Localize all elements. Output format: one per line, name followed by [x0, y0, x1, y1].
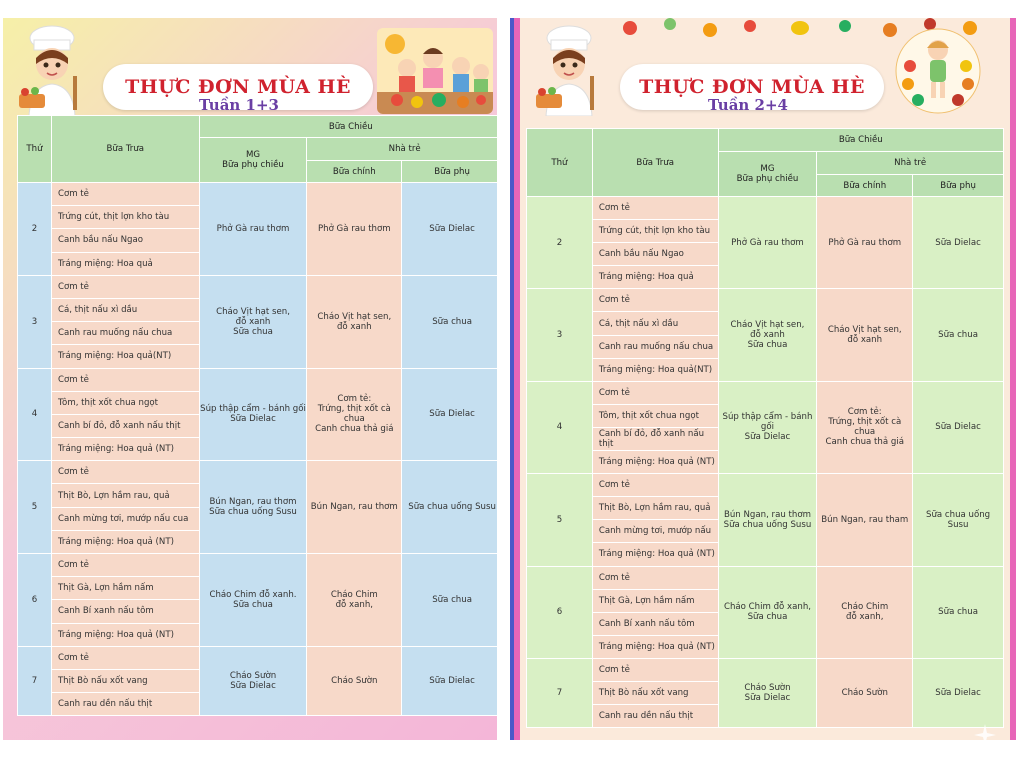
- week-label: Tuần 1+3: [199, 96, 279, 114]
- mg-cell-line: Bún Ngan, rau thơm: [723, 509, 811, 520]
- lunch-dish-cell: Cơm tẻ: [592, 381, 718, 404]
- day-cell: 3: [18, 275, 52, 368]
- main-meal-cell-line: Canh chua thả giá: [315, 424, 394, 435]
- menu-panel-week-2-4: [510, 18, 1016, 740]
- lunch-dish-cell: Canh mừng tơi, mướp nấu: [592, 520, 718, 543]
- week-label: Tuần 2+4: [708, 96, 788, 114]
- main-meal-cell-line: chua: [343, 414, 365, 425]
- day-cell: 2: [18, 183, 52, 276]
- lunch-dish-cell: Tôm, thịt xốt chua ngọt: [592, 404, 718, 427]
- menu-panel-week-1-3: [3, 18, 497, 740]
- lunch-dish-cell: Canh Bí xanh nấu tôm: [592, 612, 718, 635]
- mg-cell: [199, 183, 307, 276]
- mg-cell-line: Phở Gà rau thơm: [731, 237, 804, 248]
- panel-header: [520, 18, 1010, 118]
- main-meal-cell-line: Cháo Vịt hạt sen,: [317, 311, 392, 322]
- lunch-dish-cell: Cơm tẻ: [592, 566, 718, 589]
- day-cell: 6: [18, 554, 52, 647]
- header-bua-trua: Bữa Trưa: [51, 116, 199, 183]
- snack-cell-line: Sữa Dielac: [429, 409, 475, 420]
- mg-cell: [718, 289, 817, 381]
- panel-header: [3, 18, 497, 118]
- lunch-dish-cell: Cơm tẻ: [51, 275, 199, 298]
- mg-cell: [718, 566, 817, 658]
- table-row: [527, 381, 1004, 404]
- lunch-dish-cell: Cơm tẻ: [51, 461, 199, 484]
- table-row: [527, 289, 1004, 312]
- main-meal-cell: [307, 183, 402, 276]
- main-meal-cell-line: Cháo Sườn: [331, 676, 378, 687]
- snack-cell: [913, 474, 1004, 566]
- lunch-dish-cell: Trứng cút, thịt lợn kho tàu: [592, 220, 718, 243]
- header-nha-tre: Nhà trẻ: [307, 138, 497, 161]
- lunch-dish-cell: Tráng miệng: Hoa quả (NT): [592, 543, 718, 566]
- lunch-dish-cell: Cơm tẻ: [592, 197, 718, 220]
- mg-cell-line: đỗ xanh: [750, 330, 785, 341]
- mg-cell-line: Cháo Sườn: [229, 671, 277, 682]
- table-row: [527, 658, 1004, 681]
- main-meal-cell-line: Cơm tẻ:: [337, 394, 372, 405]
- lunch-dish-cell: Cơm tẻ: [592, 474, 718, 497]
- lunch-dish-cell: Tráng miệng: Hoa quả (NT): [51, 623, 199, 646]
- main-meal-cell-line: đỗ xanh: [847, 335, 883, 346]
- main-meal-cell-line: chua: [854, 427, 876, 438]
- lunch-dish-cell: Thịt Bò nấu xốt vang: [51, 669, 199, 692]
- main-meal-cell-line: Canh chua thả giá: [825, 437, 904, 448]
- mg-cell-line: Sữa chua uống Susu: [723, 519, 812, 530]
- header-mg-sub: Bữa phụ chiều: [736, 174, 799, 184]
- healthy-food-girl-illustration: [894, 26, 982, 116]
- snack-cell-line: Sữa chua uống: [926, 509, 991, 520]
- table-row: [18, 183, 498, 206]
- header-mg-label: MG: [245, 150, 261, 160]
- mg-cell-line: Cháo Vịt hạt sen,: [730, 320, 805, 331]
- main-meal-cell-line: đỗ xanh: [336, 321, 372, 332]
- mg-cell-line: Cháo Chim đỗ xanh,: [723, 602, 811, 613]
- main-meal-cell: [307, 461, 402, 554]
- header-mg-sub: Bữa phụ chiều: [222, 160, 284, 170]
- lunch-dish-cell: Cơm tẻ: [592, 658, 718, 681]
- table-row: [18, 461, 498, 484]
- mg-cell-line: Súp thập cẩm - bánh: [722, 412, 813, 423]
- main-meal-cell-line: Cháo Vịt hạt sen,: [827, 325, 902, 336]
- mg-cell-line: Cháo Chim đỗ xanh.: [209, 589, 297, 600]
- snack-cell: [402, 368, 497, 461]
- mg-cell-line: Sữa Dielac: [230, 414, 276, 425]
- lunch-dish-cell: Canh rau muống nấu chua: [592, 335, 718, 358]
- menu-body-left: [18, 183, 498, 716]
- day-cell: 2: [527, 197, 593, 289]
- lunch-dish-cell: Tráng miệng: Hoa quả (NT): [51, 438, 199, 461]
- mg-cell-line: Sữa chua: [747, 612, 788, 623]
- snack-cell: [913, 289, 1004, 381]
- mg-cell-line: Cháo Vịt hạt sen,: [216, 306, 290, 317]
- mg-cell-line: Bún Ngan, rau thơm: [209, 497, 297, 508]
- lunch-dish-cell: Tráng miệng: Hoa quả (NT): [592, 635, 718, 658]
- lunch-dish-cell: Thịt Gà, Lợn hầm nấm: [592, 589, 718, 612]
- main-meal-cell: [817, 381, 913, 473]
- lunch-dish-cell: Cơm tẻ: [51, 554, 199, 577]
- snack-cell-line: Sữa chua: [938, 607, 978, 618]
- main-meal-cell-line: Phở Gà rau thơm: [828, 237, 902, 248]
- day-cell: 5: [18, 461, 52, 554]
- lunch-dish-cell: Canh bầu nấu Ngao: [51, 229, 199, 252]
- mg-cell-line: Cháo Sườn: [744, 683, 791, 694]
- header-bua-trua: Bữa Trưa: [592, 129, 718, 197]
- snack-cell-line: Sữa chua: [432, 594, 472, 605]
- main-meal-cell: [307, 368, 402, 461]
- lunch-dish-cell: Thịt Bò nấu xốt vang: [592, 681, 718, 704]
- snack-cell: [913, 381, 1004, 473]
- main-meal-cell: [817, 289, 913, 381]
- lunch-dish-cell: Canh mừng tơi, mướp nấu cua: [51, 507, 199, 530]
- mg-cell: [199, 554, 307, 647]
- lunch-dish-cell: Cá, thịt nấu xì dầu: [592, 312, 718, 335]
- main-meal-cell-line: Trứng, thịt xốt cà: [828, 417, 902, 428]
- day-cell: 5: [527, 474, 593, 566]
- snack-cell: [402, 646, 497, 716]
- lunch-dish-cell: Trứng cút, thịt lợn kho tàu: [51, 206, 199, 229]
- mg-cell-line: Sữa chua: [747, 340, 788, 351]
- snack-cell-line: Sữa Dielac: [429, 223, 475, 234]
- main-meal-cell: [817, 566, 913, 658]
- lunch-dish-cell: Tráng miệng: Hoa quả(NT): [592, 358, 718, 381]
- mg-cell-line: Sữa chua: [233, 599, 273, 610]
- panel-background: [520, 18, 1010, 740]
- header-mg: [718, 152, 817, 197]
- header-bua-chieu: Bữa Chiều: [718, 129, 1003, 152]
- lunch-dish-cell: Tráng miệng: Hoa quả: [592, 266, 718, 289]
- header-thu: Thứ: [18, 116, 52, 183]
- snack-cell-line: Sữa chua: [938, 330, 978, 341]
- header-bua-chinh: Bữa chính: [817, 175, 913, 197]
- header-bua-chieu: Bữa Chiều: [199, 116, 497, 138]
- main-meal-cell-line: Bún Ngan, rau tham: [821, 514, 909, 525]
- lunch-dish-cell: Tráng miệng: Hoa quả(NT): [51, 345, 199, 368]
- lunch-dish-cell: Canh bí đỏ, đỗ xanh nấu thịt: [51, 414, 199, 437]
- day-cell: 3: [527, 289, 593, 381]
- mg-cell: [199, 461, 307, 554]
- table-row: [18, 646, 498, 669]
- header-bua-phu: Bữa phụ: [402, 161, 497, 183]
- main-meal-cell: [817, 197, 913, 289]
- table-row: [527, 566, 1004, 589]
- snack-cell-line: Sữa Dielac: [935, 688, 981, 699]
- header-bua-phu: Bữa phụ: [913, 175, 1004, 197]
- lunch-dish-cell: Cơm tẻ: [592, 289, 718, 312]
- lunch-dish-cell: Thịt Bò, Lợn hầm rau, quả: [51, 484, 199, 507]
- snack-cell-line: Sữa Dielac: [429, 676, 475, 687]
- mg-cell-line: Sữa Dielac: [230, 681, 276, 692]
- snack-cell-line: Sữa Dielac: [935, 422, 981, 433]
- main-meal-cell-line: đỗ xanh,: [335, 599, 373, 610]
- lunch-dish-cell: Tráng miệng: Hoa quả (NT): [51, 530, 199, 553]
- snack-cell: [913, 658, 1004, 727]
- main-meal-cell-line: Phở Gà rau thơm: [317, 223, 391, 234]
- header-nha-tre: Nhà trẻ: [817, 152, 1004, 175]
- table-row: [527, 474, 1004, 497]
- menu-table-left: [17, 115, 497, 716]
- lunch-dish-cell: Tôm, thịt xốt chua ngọt: [51, 391, 199, 414]
- mg-cell-line: Sữa Dielac: [744, 693, 791, 704]
- table-row: [18, 368, 498, 391]
- day-cell: 7: [18, 646, 52, 716]
- main-meal-cell-line: Trứng, thịt xốt cà: [317, 404, 391, 415]
- mg-cell: [718, 197, 817, 289]
- children-cooking-illustration: [377, 28, 493, 114]
- menu-table-right: [526, 128, 1004, 728]
- mg-cell: [199, 646, 307, 716]
- snack-cell-line: Sữa chua: [432, 316, 472, 327]
- lunch-dish-cell: Thịt Bò, Lợn hầm rau, quả: [592, 497, 718, 520]
- main-meal-cell: [817, 474, 913, 566]
- chef-illustration: [528, 24, 610, 116]
- sparkle-icon: [974, 724, 996, 746]
- main-meal-cell-line: Cháo Chim: [330, 589, 378, 600]
- main-meal-cell: [307, 646, 402, 716]
- mg-cell-line: Sữa Dielac: [744, 432, 791, 443]
- snack-cell: [402, 183, 497, 276]
- lunch-dish-cell: Canh bí đỏ, đỗ xanh nấu thịt: [592, 427, 718, 450]
- snack-cell-line: Susu: [947, 519, 969, 530]
- menu-body-right: [527, 197, 1004, 728]
- snack-cell: [402, 461, 497, 554]
- lunch-dish-cell: Canh bầu nấu Ngao: [592, 243, 718, 266]
- lunch-dish-cell: Cơm tẻ: [51, 646, 199, 669]
- page-title: THỰC ĐƠN MÙA HÈ: [639, 76, 865, 98]
- header-thu: Thứ: [527, 129, 593, 197]
- lunch-dish-cell: Thịt Gà, Lợn hầm nấm: [51, 577, 199, 600]
- main-meal-cell: [817, 658, 913, 727]
- lunch-dish-cell: Canh rau dền nấu thịt: [592, 705, 718, 728]
- lunch-dish-cell: Cơm tẻ: [51, 183, 199, 206]
- lunch-dish-cell: Tráng miệng: Hoa quả: [51, 252, 199, 275]
- day-cell: 7: [527, 658, 593, 727]
- mg-cell: [718, 658, 817, 727]
- day-cell: 6: [527, 566, 593, 658]
- main-meal-cell: [307, 554, 402, 647]
- main-meal-cell-line: Bún Ngan, rau thơm: [310, 502, 398, 513]
- main-meal-cell-line: Cơm tẻ:: [847, 407, 882, 418]
- chef-illustration: [11, 24, 93, 116]
- table-row: [18, 554, 498, 577]
- lunch-dish-cell: Cơm tẻ: [51, 368, 199, 391]
- header-mg-label: MG: [760, 164, 775, 174]
- main-meal-cell-line: đỗ xanh,: [846, 612, 884, 623]
- mg-cell-line: Sữa chua: [233, 326, 273, 337]
- snack-cell-line: Sữa Dielac: [935, 237, 981, 248]
- mg-cell: [718, 474, 817, 566]
- mg-cell-line: Súp thập cẩm - bánh gối: [200, 404, 306, 415]
- table-row: [527, 197, 1004, 220]
- main-meal-cell-line: Cháo Chim: [841, 602, 889, 613]
- mg-cell-line: đỗ xanh: [235, 316, 271, 327]
- lunch-dish-cell: Cá, thịt nấu xì dầu: [51, 298, 199, 321]
- table-row: [18, 275, 498, 298]
- page-title: THỰC ĐƠN MÙA HÈ: [125, 76, 351, 98]
- lunch-dish-cell: Canh Bí xanh nấu tôm: [51, 600, 199, 623]
- snack-cell: [913, 566, 1004, 658]
- header-bua-chinh: Bữa chính: [307, 161, 402, 183]
- mg-cell: [718, 381, 817, 473]
- lunch-dish-cell: Tráng miệng: Hoa quả (NT): [592, 451, 718, 474]
- mg-cell: [199, 368, 307, 461]
- lunch-dish-cell: Canh rau muống nấu chua: [51, 322, 199, 345]
- snack-cell: [913, 197, 1004, 289]
- mg-cell-line: Sữa chua uống Susu: [209, 507, 297, 518]
- mg-cell: [199, 275, 307, 368]
- snack-cell-line: Sữa chua uống Susu: [408, 502, 496, 513]
- main-meal-cell-line: Cháo Sườn: [841, 688, 888, 699]
- mg-cell-line: Phở Gà rau thơm: [216, 223, 290, 234]
- day-cell: 4: [18, 368, 52, 461]
- header-mg: [199, 138, 307, 183]
- main-meal-cell: [307, 275, 402, 368]
- snack-cell: [402, 275, 497, 368]
- day-cell: 4: [527, 381, 593, 473]
- lunch-dish-cell: Canh rau dền nấu thịt: [51, 693, 199, 716]
- mg-cell-line: gối: [760, 422, 775, 433]
- snack-cell: [402, 554, 497, 647]
